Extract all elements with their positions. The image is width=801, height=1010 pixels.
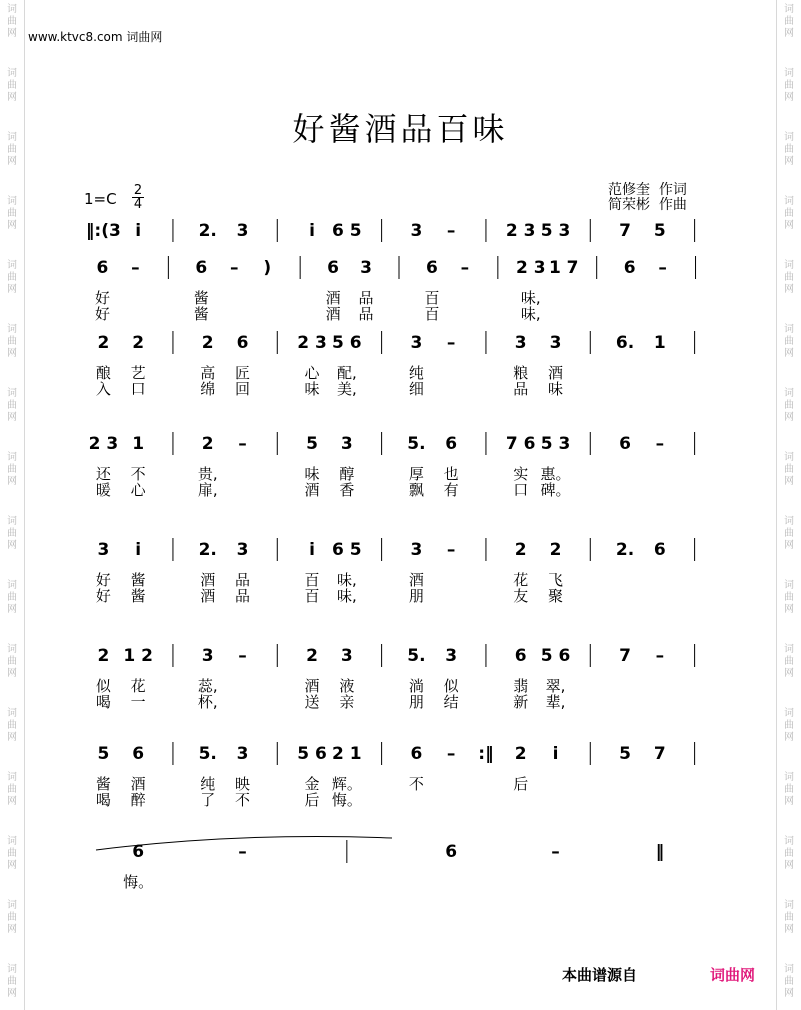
lyric-line-2: 百 [304,587,320,605]
note: 5 [97,744,110,764]
lyricist-credit: 范修奎 作词 [608,182,687,198]
lyric-line-2: 扉, [197,481,218,499]
note: 2 [201,434,214,454]
lyric-line-1: 品 [234,571,251,589]
note: – [655,646,665,666]
note: 3 [549,333,562,353]
lyric-line-1: 酒 [130,775,146,793]
lyric-line-2: 味 [547,380,564,398]
note: 5 3 [540,434,571,454]
lyric-line-2: 朋 [408,693,424,711]
lyric-line-1: 味, [336,571,357,589]
note: 3 [340,646,353,666]
note: 6 [445,842,458,862]
lyric-line-2: 新 [513,693,529,711]
side-watermark-text: 词 曲 网 [7,772,17,807]
lyric-line-1: 酱 [193,289,209,307]
side-watermark-text: 词 曲 网 [7,580,17,615]
note: – [446,221,456,241]
lyric-line-2: 一 [130,693,146,711]
lyric-line-2: 细 [408,380,424,398]
note: 5 [306,434,318,454]
lyric-line-2: 友 [513,587,529,605]
note: 6 [132,744,145,764]
note: 1 [132,434,145,454]
note: 5 3 [540,221,571,241]
row-7 [96,742,695,809]
composer-credit: 简荣彬 作曲 [608,197,687,213]
lyric-line-2: 亲 [339,693,355,711]
note: 6 [619,434,631,454]
lyric-line-1: 辉。 [331,775,362,793]
lyric-line-2: 入 [95,380,111,398]
note: 3 [97,540,110,560]
lyric-line-1: 金 [304,775,320,793]
lyric-line-2: 味 [304,380,320,398]
lyric-line-2: 心 [130,481,146,499]
lyric-line-1: 酒 [200,571,216,589]
lyric-line-1: 惠。 [540,465,571,483]
lyric-line-2: 品 [513,380,529,398]
note: – [446,333,456,353]
note: – [131,258,140,278]
side-watermark-text: 词 曲 网 [784,772,794,807]
lyric-line-1: 飞 [547,571,564,589]
side-watermark-text: 词 曲 网 [784,516,794,551]
row-2 [95,256,696,323]
note: 5 6 [297,744,327,764]
lyric-line-1: 纯 [200,775,216,793]
lyric-line-1: 似 [443,677,459,695]
lyric-line-2: 了 [200,791,216,809]
note: 6 [623,258,636,278]
side-watermark-text: 词 曲 网 [7,708,17,743]
lyric-line-1: 好 [95,571,111,589]
side-watermark-text: 词 曲 网 [7,132,17,167]
note: 1 2 [123,646,153,666]
lyric-line-1: 似 [95,677,111,695]
lyric-line-2: 酱 [193,305,209,323]
side-watermark-text: 词 曲 网 [7,196,17,231]
note: i [552,744,559,764]
note: 2. [615,540,635,560]
note: 6 [132,842,145,862]
lyric-line-2: 喝 [95,693,111,711]
note: – [551,842,560,862]
side-watermark-text: 词 曲 网 [784,260,794,295]
lyric-line-1: 悔。 [123,873,154,891]
note: i [135,221,142,241]
note: 2. [198,540,217,560]
note: 6 [426,258,438,278]
lyric-line-2: 百 [424,305,440,323]
row-4 [89,432,695,499]
note: 1 7 [548,258,579,278]
lyric-line-2: 口 [513,481,529,499]
lyric-line-2: 酒 [304,481,320,499]
note: 3 [410,333,423,353]
lyric-line-1: 好 [94,289,110,307]
lyric-line-1: 百 [304,571,320,589]
lyric-line-1: 配, [336,364,357,382]
lyric-line-1: 酒 [547,364,564,382]
lyric-line-2: 绵 [200,380,216,398]
side-watermark-text: 词 曲 网 [784,132,794,167]
lyric-line-1: 味 [304,465,320,483]
note: 2 [97,646,110,666]
key-signature: 1=C [84,190,117,208]
lyric-line-1: 粮 [513,364,529,382]
note: i [309,221,315,241]
note: – [230,258,239,278]
lyric-line-1: 淌 [408,677,424,695]
note: 6 5 [332,540,362,560]
lyric-line-1: 酱 [95,775,111,793]
lyric-line-1: 液 [339,677,355,695]
lyric-line-2: 口 [130,380,146,398]
side-watermark-text: 词 曲 网 [7,836,17,871]
note: 2 [201,333,214,353]
lyric-line-2: 味, [520,305,541,323]
note: 7 [653,744,666,764]
lyric-line-2: 好 [95,587,111,605]
lyric-line-2: 悔。 [331,791,362,809]
note: 5 6 [332,333,362,353]
side-watermark-text: 词 曲 网 [7,900,17,935]
lyric-line-2: 送 [304,693,320,711]
note: 5. [198,744,217,764]
lyric-line-1: 酒 [325,289,341,307]
lyric-line-1: 高 [200,364,216,382]
lyric-line-1: 酒 [408,571,424,589]
lyric-line-1: 味, [520,289,541,307]
note: 3 [410,221,423,241]
lyric-line-2: 香 [339,481,355,499]
lyric-line-1: 还 [95,465,111,483]
row-3 [96,331,695,398]
note: – [655,434,665,454]
note: 3 [236,540,249,560]
note: – [238,646,247,666]
lyric-line-1: 翡 [513,677,529,695]
lyric-line-1: 花 [513,571,529,589]
side-watermark-text: 词 曲 网 [7,388,17,423]
lyric-line-2: 结 [443,693,459,711]
lyric-line-2: 朋 [408,587,424,605]
lyric-line-2: 回 [234,380,251,398]
lyric-line-2: 酱 [130,587,146,605]
side-watermark-text: 词 曲 网 [7,68,17,103]
lyric-line-1: 后 [513,775,529,793]
lyric-line-1: 也 [443,465,459,483]
note: 2 [514,540,527,560]
lyric-line-1: 百 [424,289,440,307]
note: 6. [615,333,635,353]
row-8 [123,840,664,891]
side-watermark-text: 词 曲 网 [7,452,17,487]
note: i [135,540,142,560]
note: 5 6 [540,646,571,666]
lyric-line-1: 酿 [95,364,111,382]
note: 3 [236,744,249,764]
lyric-line-2: 杯, [197,693,218,711]
note: 5. [407,646,426,666]
lyric-line-2: 味, [336,587,357,605]
lyric-line-2: 品 [358,305,374,323]
lyric-line-2: 好 [94,305,110,323]
note: 1 [653,333,666,353]
side-watermark-text: 词 曲 网 [7,516,17,551]
side-watermark-text: 词 曲 网 [784,836,794,871]
lyric-line-2: 聚 [547,587,564,605]
note: 6 [96,258,109,278]
note: 2 [514,744,527,764]
side-watermark-text: 词 曲 网 [784,196,794,231]
note: 7 6 [505,434,536,454]
note: 7 [619,221,631,241]
lyric-line-1: 酒 [304,677,320,695]
note: – [658,258,667,278]
barline: :‖ [478,744,494,764]
lyric-line-1: 醇 [339,465,355,483]
side-watermark-text: 词 曲 网 [784,68,794,103]
lyric-line-2: 喝 [95,791,111,809]
note: – [446,540,456,560]
note: 7 [619,646,631,666]
note: 6 5 [332,221,362,241]
lyric-line-1: 蕊, [197,677,218,695]
lyric-line-2: 醉 [130,791,146,809]
side-watermark-text: 词 曲 网 [7,260,17,295]
note: 2 3 [88,434,119,454]
barline: ‖ [655,842,665,862]
note: ‖:(3 [85,221,121,241]
row-6 [96,644,695,711]
side-watermark-text: 词 曲 网 [784,388,794,423]
footer-source-text: 本曲谱源自 [562,966,638,984]
note: 5. [407,434,426,454]
note: 6 [236,333,249,353]
lyric-line-1: 纯 [408,364,424,382]
lyric-line-2: 飘 [408,481,424,499]
side-watermark-text: 词 曲 网 [784,644,794,679]
note: 2 3 [505,221,536,241]
side-watermark-text: 词 曲 网 [784,452,794,487]
lyric-line-2: 暖 [95,481,111,499]
side-watermark-text: 词 曲 网 [784,580,794,615]
row-5 [96,538,695,605]
side-watermark-text: 词 曲 网 [7,4,17,39]
footer-site-link[interactable]: 词曲网 [710,966,756,984]
side-watermark-text: 词 曲 网 [784,708,794,743]
lyric-line-2: 酒 [325,305,341,323]
lyric-line-2: 品 [234,587,251,605]
lyric-line-1: 品 [358,289,374,307]
lyric-line-2: 美, [336,380,357,398]
lyric-line-1: 厚 [408,465,424,483]
lyric-line-2: 后 [304,791,320,809]
lyric-line-1: 翠, [545,677,566,695]
note: 3 [445,646,458,666]
note: 2 3 [516,258,546,278]
note: 6 [327,258,340,278]
song-title: 好酱酒品百味 [292,110,509,148]
note: 3 [236,221,249,241]
note: 6 [653,540,666,560]
note: – [460,258,470,278]
note: 3 [514,333,527,353]
lyric-line-2: 不 [234,791,251,809]
note: 6 [514,646,527,666]
lyric-line-1: 不 [130,465,146,483]
lyric-line-1: 不 [408,775,424,793]
lyric-line-2: 酒 [200,587,216,605]
note: 3 [360,258,372,278]
note: 2 3 [297,333,327,353]
lyric-line-1: 酱 [130,571,146,589]
note: 3 [340,434,353,454]
note: – [446,744,456,764]
lyric-line-1: 艺 [130,364,146,382]
note: 5 [619,744,631,764]
side-watermark-text: 词 曲 网 [784,900,794,935]
lyric-line-2: 碑。 [540,481,571,499]
side-watermark-text: 词 曲 网 [7,964,17,999]
side-watermark-text: 词 曲 网 [784,964,794,999]
side-watermark-text: 词 曲 网 [784,4,794,39]
note: 2 [306,646,318,666]
note: 6 [410,744,423,764]
side-watermark-text: 词 曲 网 [784,324,794,359]
note: 5 [653,221,666,241]
side-watermark-text: 词 曲 网 [7,324,17,359]
note: 6 [445,434,458,454]
note: 3 [410,540,423,560]
row-1 [86,219,695,242]
note: 2 [549,540,562,560]
note: – [238,434,247,454]
note: 2 1 [332,744,362,764]
lyric-line-1: 心 [304,364,320,382]
note: i [309,540,315,560]
lyric-line-2: 有 [443,481,459,499]
site-url: www.ktvc8.com 词曲网 [28,30,163,44]
lyric-line-1: 花 [130,677,146,695]
note: – [238,842,247,862]
note: 3 [201,646,214,666]
note: 2 [97,333,110,353]
note: 6 [195,258,208,278]
lyric-line-1: 匠 [234,364,251,382]
lyric-line-2: 辈, [545,693,566,711]
note: ) [263,258,272,278]
note: 2 [132,333,145,353]
side-watermark-text: 词 曲 网 [7,644,17,679]
time-signature: 2 4 [133,183,143,212]
lyric-line-1: 映 [234,775,251,793]
lyric-line-1: 实 [513,465,529,483]
note: 2. [198,221,217,241]
lyric-line-1: 贵, [197,465,218,483]
